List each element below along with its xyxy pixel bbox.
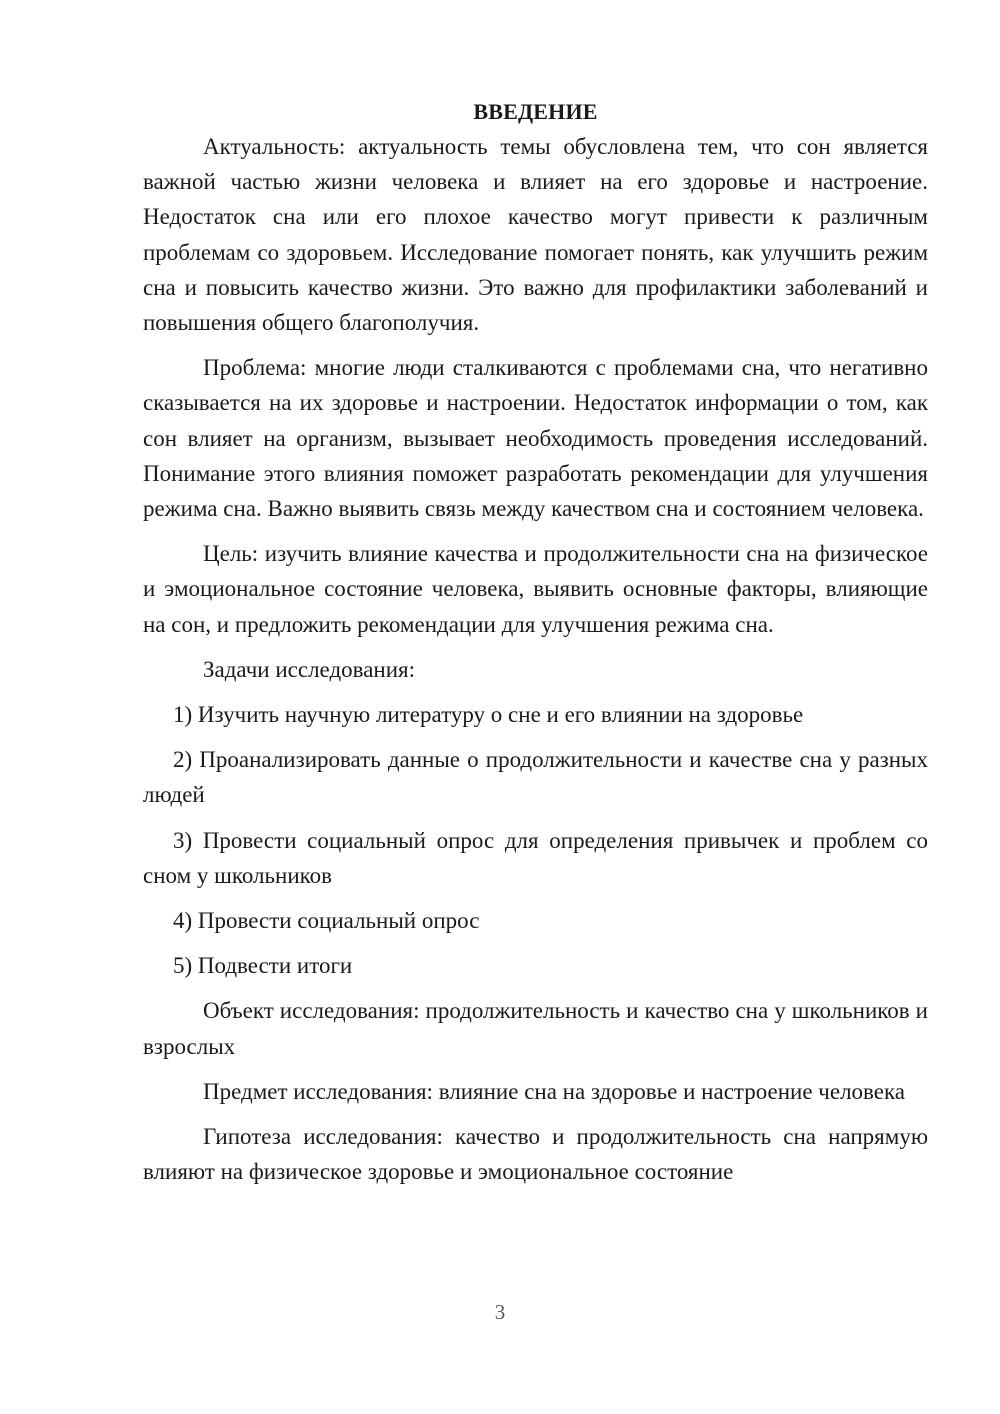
tasks-heading: Задачи исследования: <box>203 656 416 682</box>
task-item-5: 5) Подвести итоги <box>173 953 353 979</box>
task-item-3: 3) Провести социальный опрос для определения привычек и проблем со сном у школьников <box>143 827 928 888</box>
task-item-2: 2) Проанализировать данные о продолжительности и качестве сна у разных людей <box>143 747 928 808</box>
paragraph-problem: Проблема: многие люди сталкиваются с проблемами сна, что негативно сказывается на их здоровье и настроении. Недостаток информации о том, как сон влияет на организм, вызывает необходимость проведения исследований. Понимание этого влияния поможет разработать рекомендации для улучшения режима сна. Важно выявить связь между качеством сна и состоянием человека. <box>143 355 928 522</box>
paragraph-subject: Предмет исследования: влияние сна на здоровье и настроение человека <box>203 1078 906 1104</box>
page-number: 3 <box>494 1300 506 1324</box>
page-content <box>143 94 928 1199</box>
paragraph-object: Объект исследования: продолжительность и качество сна у школьников и взрослых <box>143 998 928 1059</box>
paragraph-hypothesis: Гипотеза исследования: качество и продолжительность сна напрямую влияют на физическое здоровье и эмоциональное состояние <box>143 1124 928 1185</box>
task-item-4: 4) Провести социальный опрос <box>173 908 480 934</box>
paragraph-goal: Цель: изучить влияние качества и продолжительности сна на физическое и эмоциональное состояние человека, выявить основные факторы, влияющие на сон, и предложить рекомендации для улучшения режима сна. <box>143 541 928 637</box>
paragraph-relevance: Актуальность: актуальность темы обусловлена тем, что сон является важной частью жизни человека и влияет на его здоровье и настроение. Недостаток сна или его плохое качество могут привести к различным проблемам со здоровьем. Исследование помогает понять, как улучшить режим сна и повысить качество жизни. Это важно для профилактики заболеваний и повышения общего благополучия. <box>143 134 928 336</box>
task-item-1: 1) Изучить научную литературу о сне и его влиянии на здоровье <box>173 702 804 728</box>
page-title: ВВЕДЕНИЕ <box>473 99 598 124</box>
